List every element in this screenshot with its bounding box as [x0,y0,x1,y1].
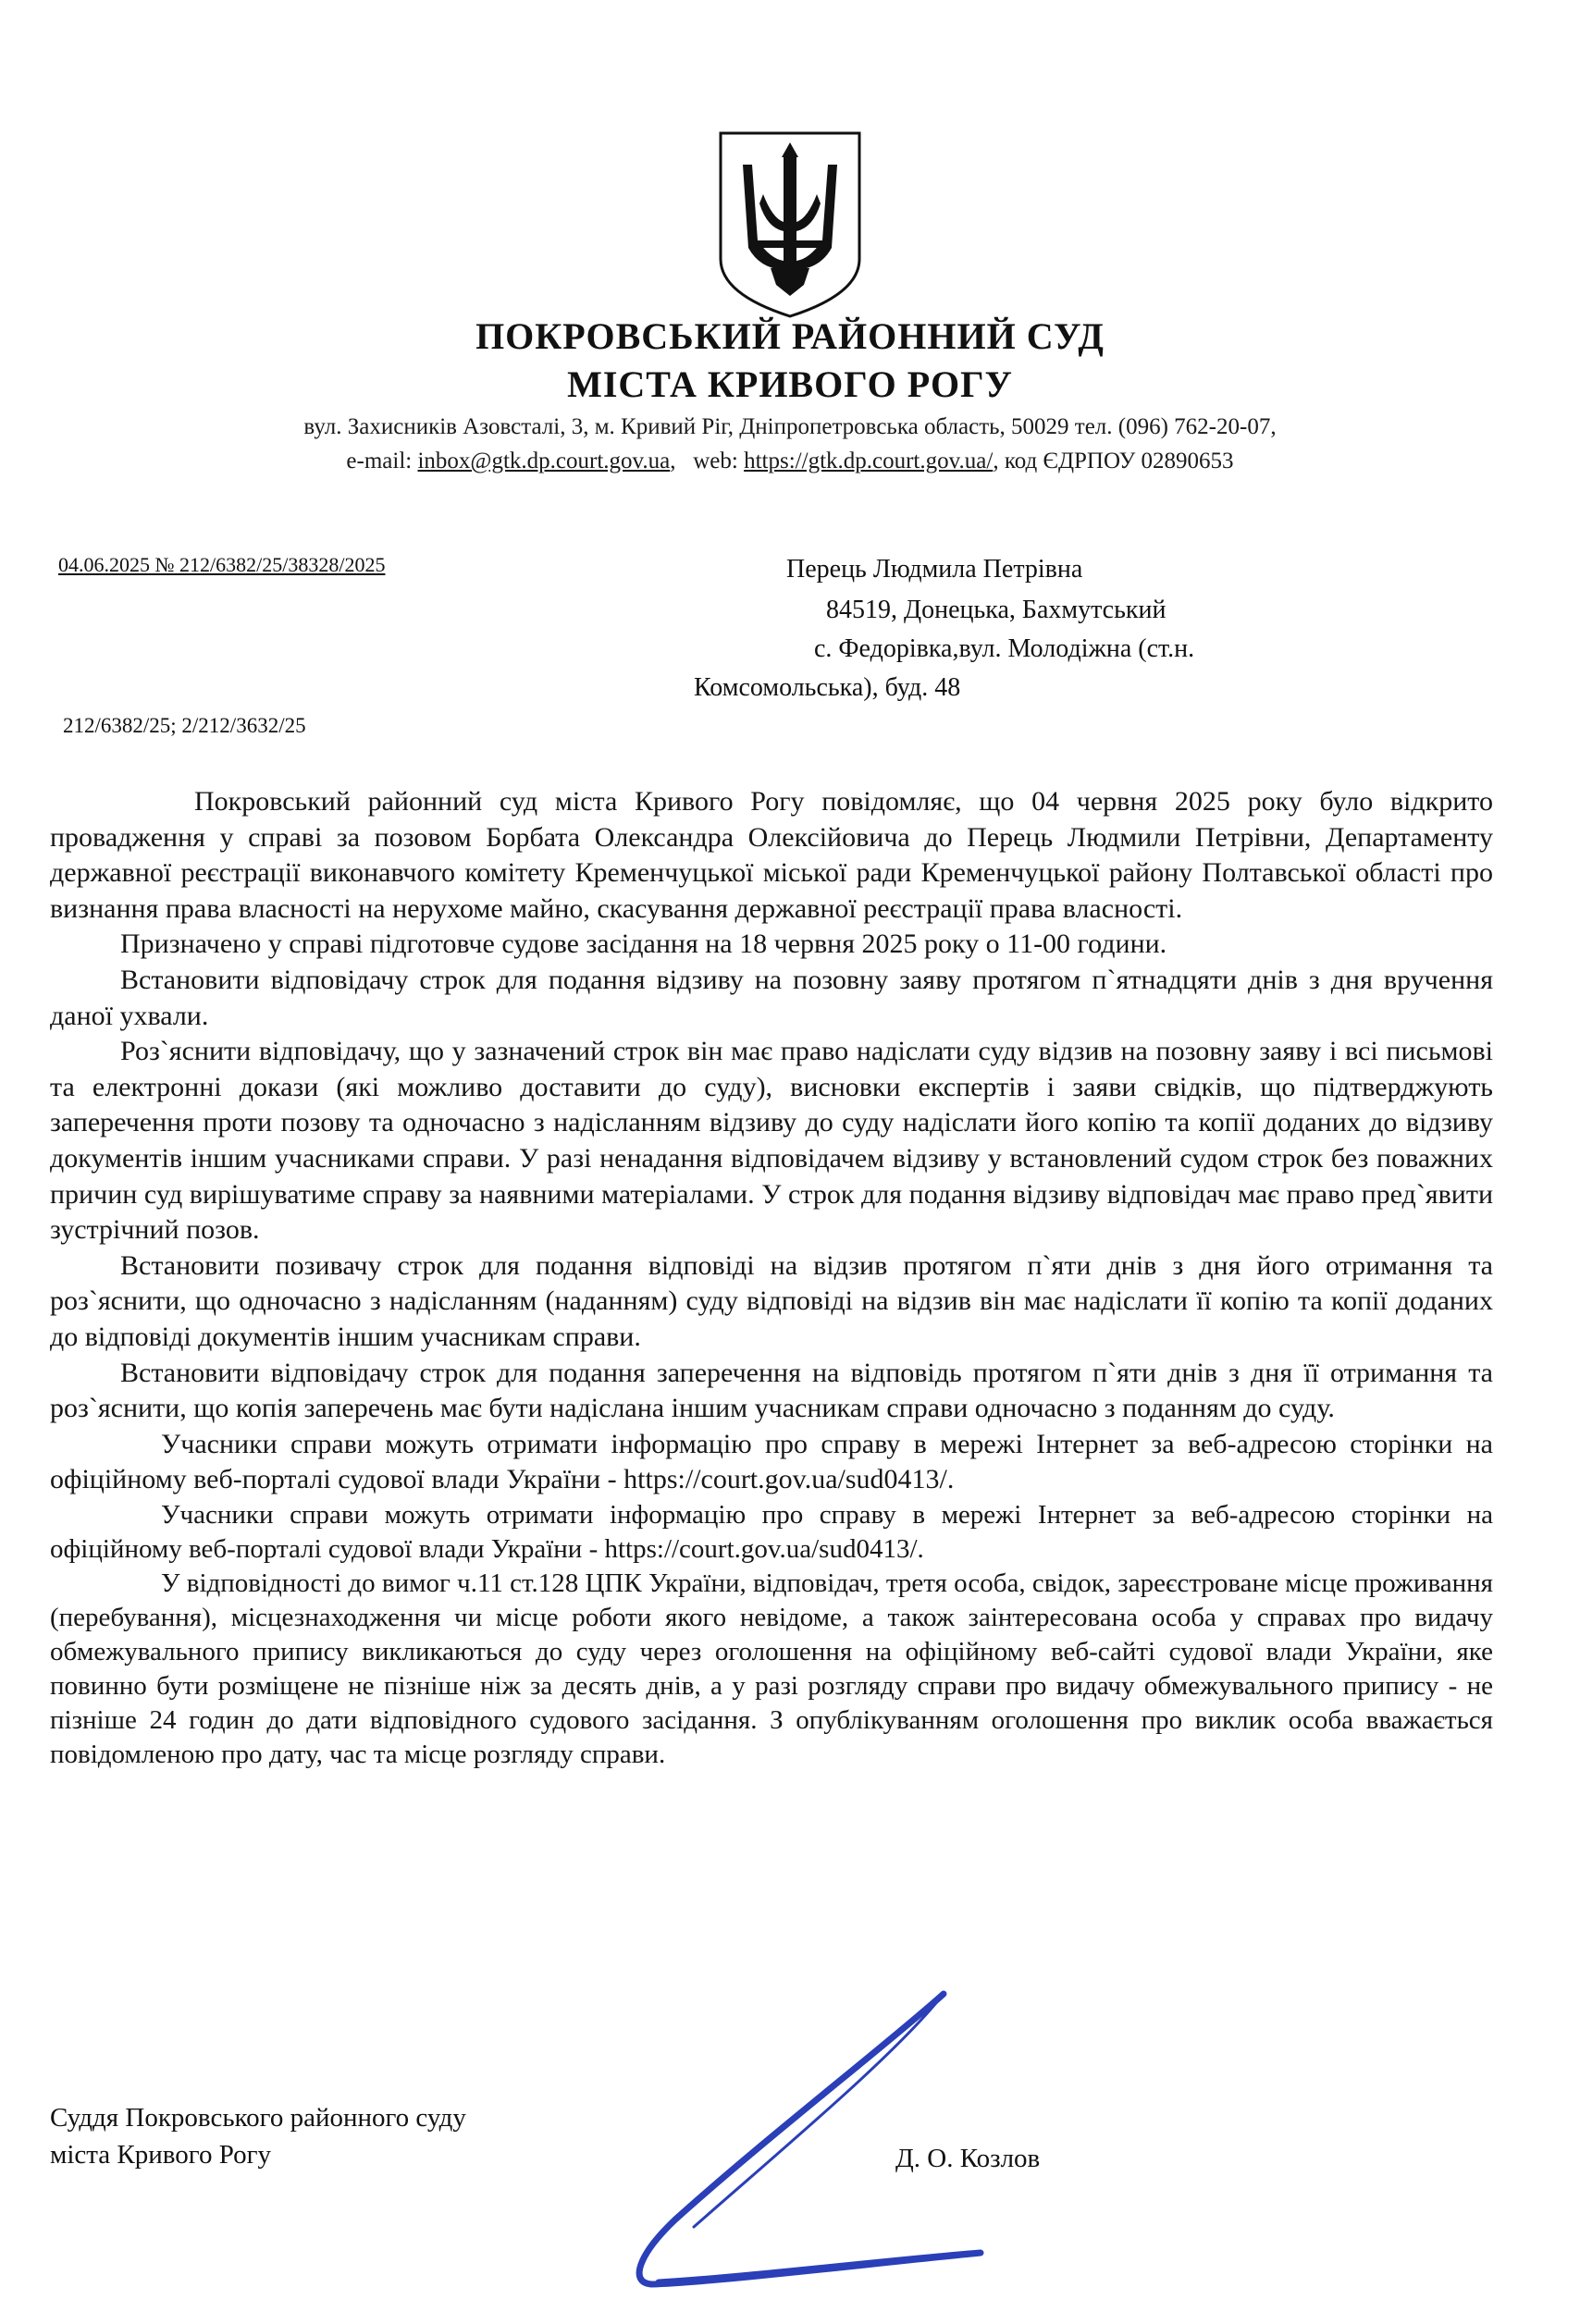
paragraph: Призначено у справі підготовче судове засідання на 18 червня 2025 року о 11-00 години. [120,928,1167,960]
paragraph: Встановити відповідачу строк для подання заперечення на відповідь протягом п`яти днів з дня її отримання та роз`яснити, що копія заперечень має бути надіслана іншим учасникам справи одночасно з поданням до суду. [50,1357,1493,1424]
trident-coat-of-arms-icon [715,129,865,320]
email-label: e-mail: [346,449,413,473]
letter-body [50,784,1493,1772]
recipient-name: Перець Людмила Петрівна [786,555,1083,584]
case-references: 212/6382/25; 2/212/3632/25 [63,714,306,737]
outgoing-date-number: 04.06.2025 № 212/6382/25/38328/2025 [58,553,386,576]
web-link[interactable]: https://gtk.dp.court.gov.ua/ [744,449,994,473]
handwritten-signature [611,1988,999,2303]
paragraph: Учасники справи можуть отримати інформацію про справу в мережі Інтернет за веб-адресою сторінки на офіційному веб-порталі судової влади України - https://court.gov.ua/sud0413/. [50,1428,1493,1495]
paragraph: У відповідності до вимог ч.11 ст.128 ЦПК України, відповідач, третя особа, свідок, зареєстроване місце проживання (перебування), місцезнаходження чи місце роботи якого невідоме, а також заінтересована особа у справах про видачу обмежувального припису викликаються до суду через оголошення на офіційному веб-сайті судової влади України, яке повинно бути розміщене не пізніше ніж за десять днів, а у разі розгляду справи про видачу обмежувального припису - не пізніше 24 годин до дати відповідного судового засідання. З опублікуванням оголошення про виклик особа вважається повідомленою про дату, час та місце розгляду справи. [50,1568,1494,1769]
judge-title [50,2099,466,2173]
recipient-address-line3: Комсомольська), буд. 48 [694,673,961,702]
paragraph: Покровський районний суд міста Кривого Рогу повідомляє, що 04 червня 2025 року було відкрито провадження у справі за позовом Борбата Олександра Олексійовича до Перець Людмили Петрівни, Департаменту державної реєстрації виконавчого комітету Кременчуцької міської ради Кременчуцької району Полтавської області про визнання права власності на нерухоме майно, скасування державної реєстрації права власності. [50,786,1493,924]
judge-name: Д. О. Козлов [895,2144,1041,2173]
web-label: web: [693,449,738,473]
paragraph: Роз`яснити відповідачу, що у зазначений строк він має право надіслати суду відзив на позовну заяву і всі письмові та електронні докази (які можливо доставити до суду), висновки експертів і заяви свідків, що підтверджують заперечення проти позову та одночасно з надісланням відзиву до суду надіслати його копію та копії доданих до відзиву документів іншим учасниками справи. У разі ненадання відповідачем відзиву у встановлений судом строк без поважних причин суд вирішуватиме справу за наявними матеріалами. У строк для подання відзиву відповідач має право пред`явити зустрічний позов. [50,1036,1493,1246]
paragraph: Встановити позивачу строк для подання відповіді на відзив протягом п`яти днів з дня його отримання та роз`яснити, що одночасно з надісланням (наданням) суду відповіді на відзив він має надіслати її копію та копії доданих до відповіді документів іншим учасникам справи. [50,1249,1493,1352]
court-address: вул. Захисників Азовсталі, 3, м. Кривий Ріг, Дніпропетровська область, 50029 тел. (096) 762-20-07, [303,414,1277,439]
recipient-address-line2: с. Федорівка,вул. Молодіжна (ст.н. [814,634,1195,663]
judge-title-line2: міста Кривого Рогу [50,2140,272,2170]
edrpou-code: , код ЄДРПОУ 02890653 [993,449,1234,473]
paragraph: Учасники справи можуть отримати інформацію про справу в мережі Інтернет за веб-адресою сторінки на офіційному веб-порталі судової влади України - https://court.gov.ua/sud0413/. [50,1499,1493,1564]
court-name-line2: МІСТА КРИВОГО РОГУ [567,363,1013,405]
email-link[interactable]: inbox@gtk.dp.court.gov.ua [417,449,671,473]
court-name-line1: ПОКРОВСЬКИЙ РАЙОННИЙ СУД [475,315,1105,357]
paragraph: Встановити відповідачу строк для подання відзиву на позовну заяву протягом п`ятнадцяти днів з дня вручення даної ухвали. [50,964,1493,1031]
recipient-address-line1: 84519, Донецька, Бахмутський [826,596,1166,624]
judge-title-line1: Суддя Покровського районного суду [50,2103,466,2133]
court-contacts: e-mail: inbox@gtk.dp.court.gov.ua, web: https://gtk.dp.court.gov.ua/, код ЄДРПОУ 02890653 [346,449,1234,473]
